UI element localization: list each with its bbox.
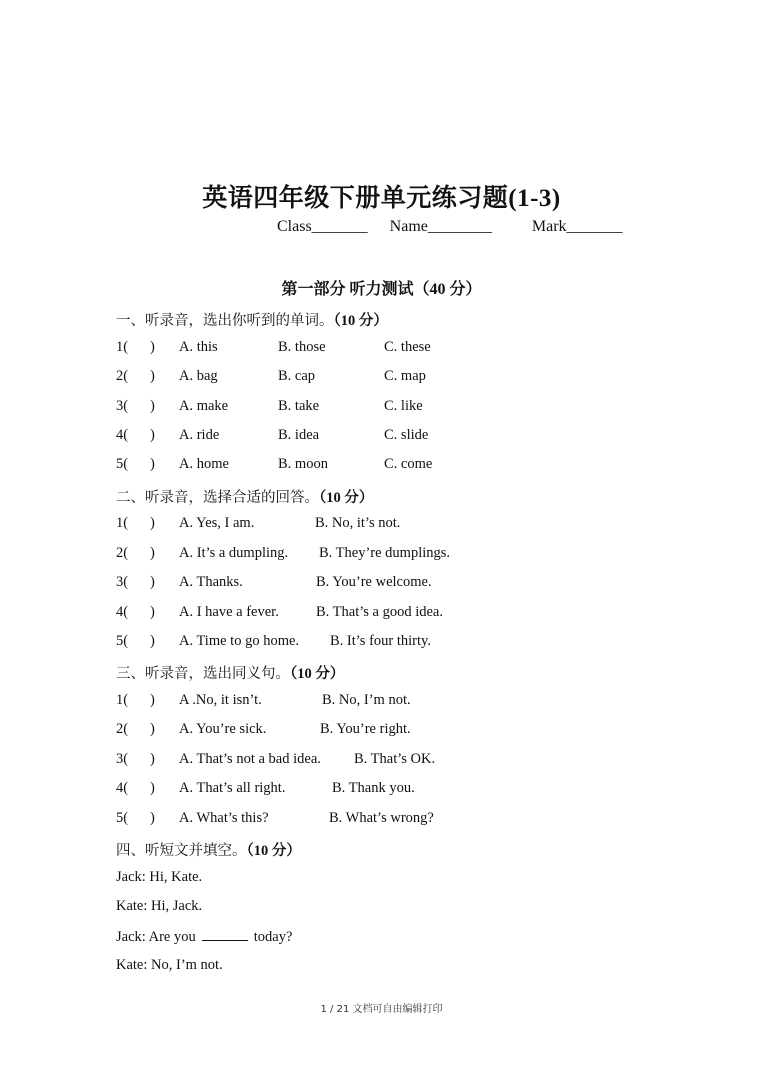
part-one-title: 第一部分 听力测试（40 分） xyxy=(281,281,482,298)
list-item: 2( ) A. You’re sick. B. You’re right. xyxy=(116,721,411,737)
class-field: Class_______ xyxy=(277,218,368,235)
list-item: 2( ) A. bag B. cap C. map xyxy=(116,368,426,384)
name-field: Name________ xyxy=(389,218,492,235)
section-three-heading: 三、听录音，选出同义句。（10 分） xyxy=(116,666,345,682)
list-item: 5( ) A. Time to go home. B. It’s four thirty. xyxy=(116,633,431,649)
section-four-heading: 四、听短文并填空。（10 分） xyxy=(116,843,301,859)
dialogue-line: Jack: Are you today? xyxy=(116,929,293,945)
page-footer: 1 / 21 文档可自由编辑打印 xyxy=(320,1004,443,1015)
list-item: 1( ) A. Yes, I am. B. No, it’s not. xyxy=(116,515,401,531)
list-item: 3( ) A. Thanks. B. You’re welcome. xyxy=(116,574,432,590)
list-item: 2( ) A. It’s a dumpling. B. They’re dumplings. xyxy=(116,545,451,561)
dialogue-line: Kate: Hi, Jack. xyxy=(116,898,203,914)
section-two-heading: 二、听录音，选择合适的回答。（10 分） xyxy=(116,490,374,506)
list-item: 5( ) A. home B. moon C. come xyxy=(116,456,433,472)
list-item: 5( ) A. What’s this? B. What’s wrong? xyxy=(116,810,434,826)
student-info-line xyxy=(277,218,623,236)
dialogue-line: Kate: No, I’m not. xyxy=(116,957,223,973)
fill-in-blank[interactable] xyxy=(202,928,248,941)
list-item: 1( ) A. this B. those C. these xyxy=(116,339,431,355)
document-title: 英语四年级下册单元练习题(1-3) xyxy=(202,185,561,212)
dialogue-line: Jack: Hi, Kate. xyxy=(116,869,203,885)
list-item: 1( ) A .No, it isn’t. B. No, I’m not. xyxy=(116,692,411,708)
list-item: 3( ) A. make B. take C. like xyxy=(116,398,423,414)
mark-field: Mark_______ xyxy=(531,218,623,235)
list-item: 4( ) A. That’s all right. B. Thank you. xyxy=(116,780,415,796)
list-item: 3( ) A. That’s not a bad idea. B. That’s OK. xyxy=(116,751,436,767)
list-item: 4( ) A. I have a fever. B. That’s a good idea. xyxy=(116,604,443,620)
list-item: 4( ) A. ride B. idea C. slide xyxy=(116,427,429,443)
section-one-heading: 一、听录音，选出你听到的单词。（10 分） xyxy=(116,313,388,329)
